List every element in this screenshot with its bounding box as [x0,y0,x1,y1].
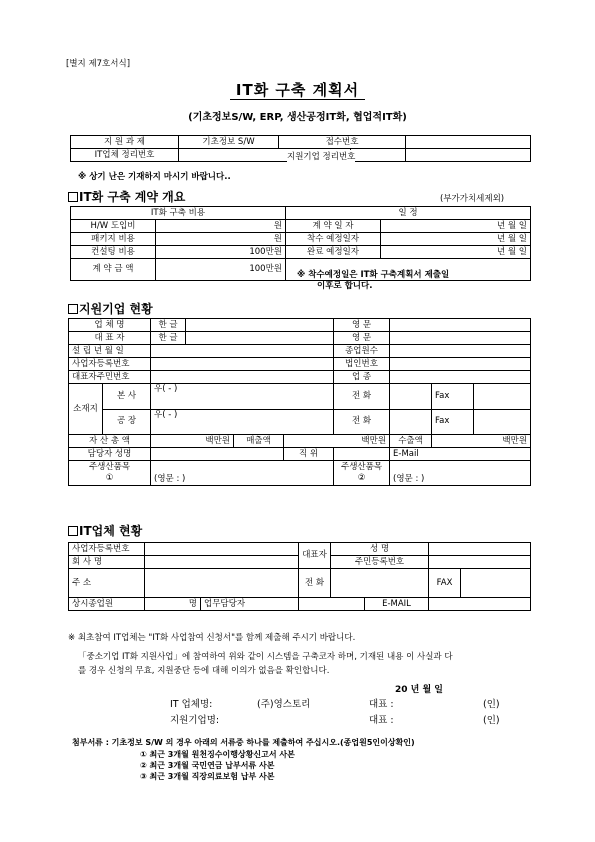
it-staff-label: 상시종업원 [69,598,145,611]
checkbox-icon [68,304,78,314]
contract-date-label: 계 약 일 자 [286,220,381,233]
export-label: 수출액 [390,435,432,448]
factory-phone-label: 전 화 [334,409,390,435]
position-label: 직 위 [284,448,334,461]
location-label: 소재지 [69,384,103,435]
it-company-label: 회 사 명 [69,556,145,569]
start-date-note: ※ 착수예정일은 IT화 구축계획서 제출일 이후로 합니다. [297,270,450,291]
email-label: E-Mail [393,448,419,459]
it-company-seal: (인) [483,699,500,710]
it-resident-no-label: 주민등록번호 [331,556,429,569]
attachments-title: 첨부서류 : 기초정보 S/W 의 경우 아래의 서류중 하나를 제출하여 주십시오.(종업원5인이상확인) [72,738,415,747]
schedule-header: 일 정 [286,207,531,220]
sales-field[interactable]: 백만원 [284,435,390,448]
main-product2-field[interactable]: (영문 : ) [390,461,531,486]
ceo-korean-field[interactable] [186,332,334,345]
support-task-value: 기초정보 S/W [179,136,279,149]
export-field[interactable]: 백만원 [432,435,531,448]
assets-field[interactable]: 백만원 [151,435,234,448]
receipt-no-label: 접수번호 [279,136,406,149]
factory-fax-field[interactable] [474,409,531,435]
checkbox-icon [68,192,78,202]
end-date-label: 완료 예정일자 [286,246,381,259]
it-name-label: 성 명 [331,543,429,556]
hq-phone-field[interactable] [390,384,432,410]
consulting-cost-label: 컨설팅 비용 [71,246,156,259]
employees-field[interactable] [390,345,531,358]
hq-phone-label: 전 화 [334,384,390,410]
korean-label: 한 글 [151,319,186,332]
it-company-no-label: IT업체 정리번호 [71,149,179,162]
contract-date-value[interactable]: 년 월 일 [381,220,531,233]
biz-reg-field[interactable] [151,358,334,371]
hq-fax-label: Fax [432,384,474,410]
support-company-seal: (인) [483,715,500,726]
korean-label: 한 글 [151,332,186,345]
hw-cost-label: H/W 도입비 [71,220,156,233]
section2-heading: 지원기업 현황 [68,300,153,317]
it-company-sign-value: (주)영스토리 [257,699,311,710]
support-company-no-label-cell [351,149,406,162]
support-task-label: 지 원 과 제 [71,136,179,149]
it-ceo-label: 대표자 [299,543,331,569]
first-participant-note: ※ 최초참여 IT업체는 "IT화 사업참여 신청서"를 함께 제출해 주시기 바랍니다. [68,633,356,643]
contact-field[interactable] [151,448,284,461]
biz-reg-label: 사업자등록번호 [69,358,151,371]
factory-phone-field[interactable] [390,409,432,435]
checkbox-icon [68,526,78,536]
ceo-id-field[interactable] [151,371,334,384]
employees-label: 종업원수 [334,345,390,358]
page-title: IT화 구축 계획서 [235,81,360,99]
corp-reg-field[interactable] [390,358,531,371]
start-date-value[interactable]: 년 월 일 [381,233,531,246]
support-company-no-label: 지원기업 정리번호 [287,152,356,162]
support-company-table [68,318,531,486]
support-company-rep-label: 대표 : [369,715,394,726]
it-company-rep-label: 대표 : [369,699,394,710]
it-staff-field[interactable]: 명 [145,598,201,611]
receipt-no-field[interactable] [406,136,531,149]
it-company-sign-label: IT 업체명: [170,699,213,710]
main-product1-field[interactable]: (영문 : ) [151,461,334,486]
sales-label: 매출액 [234,435,284,448]
main-product2-label: 주생산품목 ② [334,461,390,486]
contract-amount-label: 계 약 금 액 [71,259,156,281]
it-fax-field[interactable] [461,569,531,598]
factory-address-field[interactable]: 우( - ) [151,409,334,435]
consent-text: 「중소기업 IT화 지원사업」에 참여하여 위와 같이 시스템을 구축코자 하며, 기재된 내용 이 사실과 다 를 경우 신청의 무효, 지원중단 등에 대해 이의가 없음을 확인합니다. [78,652,453,676]
it-biz-reg-label: 사업자등록번호 [69,543,145,556]
section1-heading: IT화 구축 계약 개요 [68,188,185,205]
it-company-table [68,542,531,611]
it-email-field[interactable] [429,598,531,611]
top-notice: ※ 상기 난은 기재하지 마시기 바랍니다.. [78,172,231,182]
contract-amount-value[interactable]: 100만원 [156,259,286,281]
start-date-label: 착수 예정일자 [286,233,381,246]
position-field[interactable] [334,448,390,461]
package-cost-value[interactable]: 원 [156,233,286,246]
hq-address-field[interactable]: 우( - ) [151,384,334,410]
cost-header: IT화 구축 비용 [71,207,286,220]
it-email-label: E-MAIL [365,598,429,611]
section3-heading: IT업체 현황 [68,522,142,539]
attachment-1: ① 최근 3개월 원천징수이행상황신고서 사본 [140,750,295,759]
company-name-label: 업 체 명 [69,319,151,332]
it-company-field[interactable] [145,556,299,569]
application-date[interactable]: 20 년 월 일 [395,685,444,695]
form-number: [별지 제7호서식] [66,59,131,69]
end-date-value[interactable]: 년 월 일 [381,246,531,259]
hw-cost-value[interactable]: 원 [156,220,286,233]
it-manager-label: 업무담당자 [201,598,299,611]
company-name-korean-field[interactable] [186,319,334,332]
english-label: 영 문 [334,319,390,332]
ceo-id-label: 대표자주민번호 [69,371,151,384]
package-cost-label: 패키지 비용 [71,233,156,246]
ceo-english-field[interactable] [390,332,531,345]
assets-label: 자 산 총 액 [69,435,151,448]
it-address-label: 주 소 [69,569,145,598]
factory-fax-label: Fax [432,409,474,435]
industry-field[interactable] [390,371,531,384]
vat-note: (부가가치세제외) [440,194,505,204]
it-phone-field[interactable] [331,569,429,598]
contact-label: 담당자 성명 [69,448,151,461]
attachment-3: ③ 최근 3개월 직장의료보험 납부 사본 [140,772,275,781]
main-product1-label: 주생산품목 ① [69,461,151,486]
factory-label: 공 장 [103,409,151,435]
it-manager-field[interactable] [299,598,365,611]
support-company-sign-label: 지원기업명: [170,715,220,726]
it-fax-label: FAX [429,569,461,598]
it-biz-reg-field[interactable] [145,543,299,556]
industry-label: 업 종 [334,371,390,384]
page-subtitle: (기초정보S/W, ERP, 생산공정IT화, 협업적IT화) [188,112,407,123]
it-address-field[interactable] [145,569,299,598]
hq-fax-field[interactable] [474,384,531,410]
founded-field[interactable] [151,345,334,358]
it-phone-label: 전 화 [299,569,331,598]
company-name-english-field[interactable] [390,319,531,332]
hq-label: 본 사 [103,384,151,410]
ceo-label: 대 표 자 [69,332,151,345]
email-field[interactable] [390,448,531,461]
founded-label: 설 립 년 월 일 [69,345,151,358]
corp-reg-label: 법인번호 [334,358,390,371]
title-underline [230,99,365,100]
it-resident-no-field[interactable] [429,556,531,569]
consulting-cost-value[interactable]: 100만원 [156,246,286,259]
support-company-no-field[interactable] [406,149,531,162]
attachment-2: ② 최근 3개월 국민연금 납부서류 사본 [140,761,275,770]
it-name-field[interactable] [429,543,531,556]
english-label: 영 문 [334,332,390,345]
